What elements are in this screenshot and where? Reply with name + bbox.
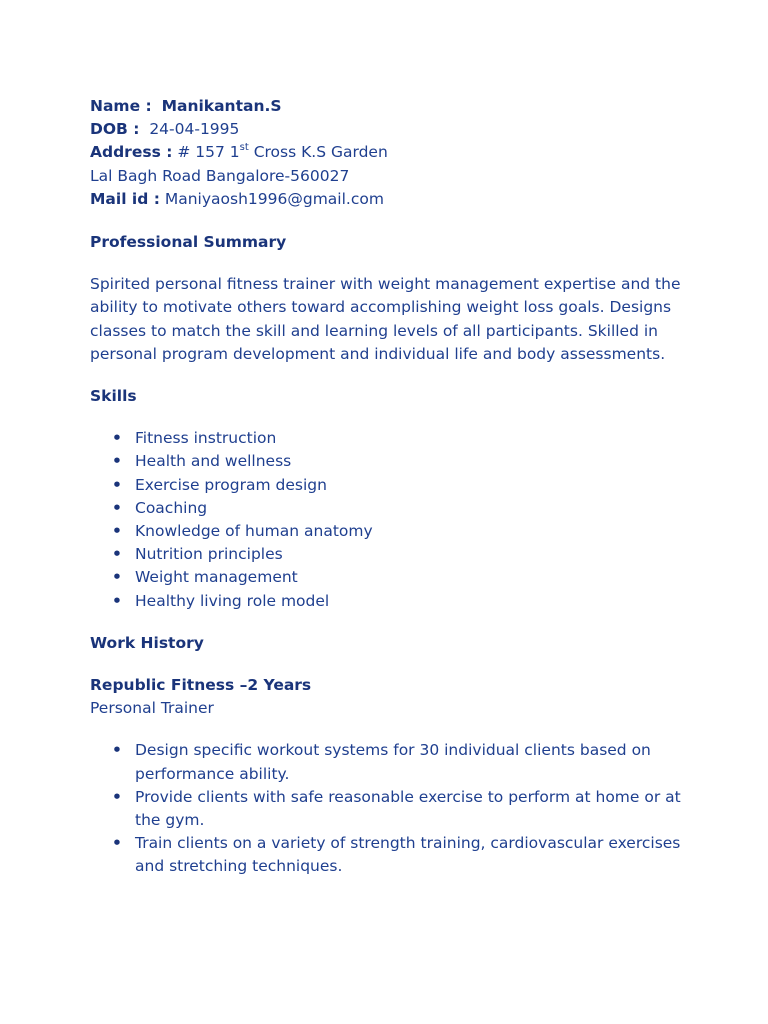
summary-paragraph	[90, 273, 690, 366]
skill-text: Nutrition principles	[135, 545, 283, 564]
duty-text: and stretching techniques.	[135, 857, 343, 876]
bullet-icon: •	[112, 568, 122, 587]
skill-text: Knowledge of human anatomy	[135, 522, 373, 541]
list-item	[90, 450, 690, 473]
bullet-icon: •	[112, 452, 122, 471]
mail-value: Maniyaosh1996@gmail.com	[164, 189, 384, 208]
skill-text: Exercise program design	[135, 475, 327, 494]
summary-line: Spirited personal fitness trainer with weight management expertise and the	[90, 275, 681, 294]
address-line-2: Lal Bagh Road Bangalore-560027	[90, 166, 350, 185]
skills-list	[90, 427, 690, 613]
work-history-heading: Work History	[90, 633, 204, 652]
dob-line	[90, 118, 690, 141]
personal-details	[90, 95, 690, 211]
list-item	[90, 543, 690, 566]
address-line	[90, 141, 690, 164]
address-part1: # 157 1	[177, 143, 240, 162]
bullet-icon: •	[112, 545, 122, 564]
mail-line	[90, 188, 690, 211]
dob-value: 24-04-1995	[149, 120, 240, 139]
skill-text: Healthy living role model	[135, 591, 330, 610]
list-item	[90, 832, 690, 878]
summary-line: ability to motivate others toward accomplishing weight loss goals. Designs	[90, 298, 672, 317]
summary-heading: Professional Summary	[90, 233, 287, 252]
duties-list	[90, 739, 690, 878]
list-item	[90, 497, 690, 520]
list-item	[90, 520, 690, 543]
bullet-icon: •	[112, 591, 122, 610]
summary-line: personal program development and individual life and body assessments.	[90, 344, 666, 363]
address-part2: Cross K.S Garden	[248, 143, 388, 162]
duty-text: the gym.	[135, 811, 205, 830]
skill-text: Health and wellness	[135, 452, 292, 471]
bullet-icon: •	[112, 429, 122, 448]
bullet-icon: •	[112, 475, 122, 494]
duty-text: Design specific workout systems for 30 individual clients based on	[135, 741, 651, 760]
list-item	[90, 474, 690, 497]
list-item	[90, 739, 690, 785]
bullet-icon: •	[112, 522, 122, 541]
address-ordinal: st	[239, 142, 249, 154]
duty-text: Train clients on a variety of strength training, cardiovascular exercises	[135, 834, 681, 853]
skill-text: Fitness instruction	[135, 429, 277, 448]
skills-heading: Skills	[90, 387, 137, 406]
company-title: Republic Fitness –2 Years	[90, 676, 312, 695]
bullet-icon: •	[112, 498, 122, 517]
skill-text: Coaching	[135, 498, 208, 517]
list-item	[90, 590, 690, 613]
duty-text: Provide clients with safe reasonable exercise to perform at home or at	[135, 787, 681, 806]
bullet-icon: •	[112, 741, 122, 760]
name-value: Manikantan.S	[161, 97, 282, 115]
list-item	[90, 566, 690, 589]
name-label: Name :	[90, 97, 152, 115]
address-label: Address :	[90, 143, 173, 162]
resume-document	[90, 95, 690, 879]
bullet-icon: •	[112, 834, 122, 853]
summary-line: classes to match the skill and learning levels of all participants. Skilled in	[90, 321, 658, 340]
bullet-icon: •	[112, 787, 122, 806]
duty-text: performance ability.	[135, 764, 290, 783]
job-role: Personal Trainer	[90, 699, 214, 718]
list-item	[90, 786, 690, 832]
mail-label: Mail id :	[90, 189, 160, 208]
skill-text: Weight management	[135, 568, 298, 587]
list-item	[90, 427, 690, 450]
name-line	[90, 95, 690, 118]
dob-label: DOB :	[90, 120, 140, 139]
